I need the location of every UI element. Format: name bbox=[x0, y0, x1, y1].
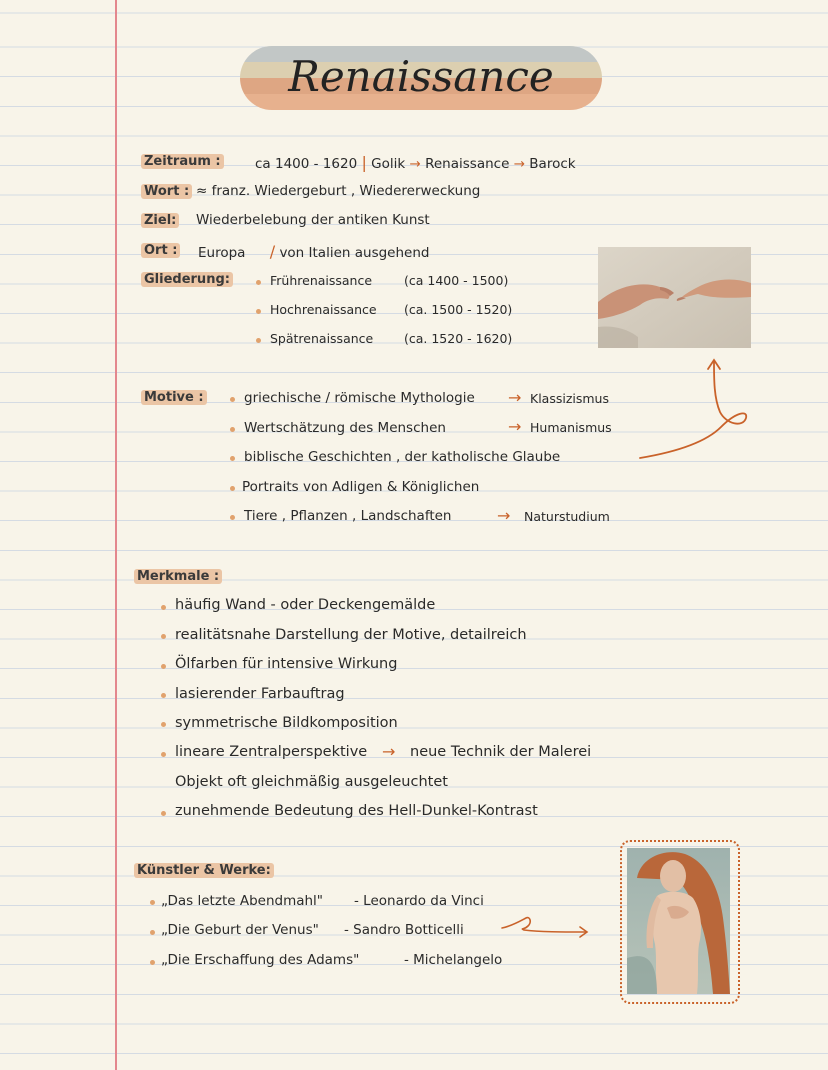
ort-separator: / bbox=[269, 242, 276, 261]
motive-item-result: Humanismus bbox=[530, 420, 612, 435]
hands-illustration bbox=[598, 247, 751, 348]
ort-row bbox=[198, 242, 429, 261]
loop-arrow-icon bbox=[500, 912, 592, 942]
bullet-icon bbox=[230, 456, 235, 461]
arrow-icon: → bbox=[382, 742, 396, 761]
bullet-icon bbox=[256, 338, 261, 343]
bullet-icon bbox=[150, 960, 155, 965]
page-title: Renaissance bbox=[288, 52, 554, 101]
merkmal-item: häufig Wand - oder Deckengemälde bbox=[175, 597, 436, 613]
motive-label: Motive : bbox=[141, 390, 207, 405]
ort-label: Ort : bbox=[141, 243, 180, 258]
bullet-icon bbox=[161, 664, 166, 669]
bullet-icon bbox=[150, 930, 155, 935]
epoch-2: Renaissance bbox=[425, 156, 510, 172]
motive-item-result: Klassizismus bbox=[530, 391, 609, 406]
arrow-icon: → bbox=[508, 417, 522, 436]
work-title: „Die Erschaffung des Adams" bbox=[161, 952, 360, 968]
merkmal-item: zunehmende Bedeutung des Hell-Dunkel-Kontrast bbox=[175, 803, 538, 819]
work-title: „Die Geburt der Venus" bbox=[161, 922, 319, 938]
zeitraum-label: Zeitraum : bbox=[141, 154, 224, 169]
work-artist: - Sandro Botticelli bbox=[344, 922, 464, 938]
arrow-icon: → bbox=[513, 156, 525, 172]
epoch-1: Golik bbox=[371, 156, 406, 172]
work-artist: - Michelangelo bbox=[404, 952, 503, 968]
work-title: „Das letzte Abendmahl" bbox=[161, 893, 324, 909]
curly-arrow-icon bbox=[636, 352, 756, 464]
bullet-icon bbox=[161, 634, 166, 639]
merkmal-item: lasierender Farbauftrag bbox=[175, 686, 345, 702]
bullet-icon bbox=[161, 752, 166, 757]
gliederung-item-name: Hochrenaissance bbox=[270, 302, 377, 317]
motive-item-text: Wertschätzung des Menschen bbox=[244, 420, 446, 436]
gliederung-label: Gliederung: bbox=[141, 272, 233, 287]
margin-line bbox=[115, 0, 117, 1070]
bullet-icon bbox=[230, 515, 235, 520]
bullet-icon bbox=[161, 722, 166, 727]
merkmal-item-text: lineare Zentralperspektive bbox=[175, 744, 368, 760]
wort-value: ≈ franz. Wiedergeburt , Wiedererweckung bbox=[196, 183, 481, 199]
epoch-3: Barock bbox=[529, 156, 576, 172]
wort-label: Wort : bbox=[141, 184, 192, 199]
arrow-icon: → bbox=[508, 388, 522, 407]
bullet-icon bbox=[161, 605, 166, 610]
work-artist: - Leonardo da Vinci bbox=[354, 893, 484, 909]
arrow-icon: → bbox=[409, 156, 421, 172]
merkmal-item: Ölfarben für intensive Wirkung bbox=[175, 656, 398, 672]
gliederung-item-range: (ca. 1500 - 1520) bbox=[404, 302, 513, 317]
ziel-value: Wiederbelebung der antiken Kunst bbox=[196, 212, 430, 228]
gliederung-item-name: Spätrenaissance bbox=[270, 331, 374, 346]
kuenstler-label: Künstler & Werke: bbox=[134, 863, 274, 878]
zeitraum-row bbox=[255, 153, 576, 172]
bullet-icon bbox=[161, 693, 166, 698]
bullet-icon bbox=[150, 900, 155, 905]
motive-item-text: biblische Geschichten , der katholische Glaube bbox=[244, 449, 561, 465]
motive-item-text: griechische / römische Mythologie bbox=[244, 390, 475, 406]
bullet-icon bbox=[230, 486, 235, 491]
creation-of-adam-image bbox=[598, 247, 751, 348]
bullet-icon bbox=[256, 309, 261, 314]
bullet-icon bbox=[256, 280, 261, 285]
gliederung-item-name: Frührenaissance bbox=[270, 273, 373, 288]
motive-item-text: Tiere , Pflanzen , Landschaften bbox=[244, 508, 452, 524]
bullet-icon bbox=[230, 427, 235, 432]
gliederung-item-range: (ca 1400 - 1500) bbox=[404, 273, 509, 288]
merkmal-item-result: neue Technik der Malerei bbox=[410, 744, 592, 760]
zeitraum-value: ca 1400 - 1620 bbox=[255, 156, 358, 172]
merkmal-item-continuation: Objekt oft gleichmäßig ausgeleuchtet bbox=[175, 774, 448, 790]
bullet-icon bbox=[230, 397, 235, 402]
birth-of-venus-image bbox=[627, 848, 730, 994]
zeitraum-separator: | bbox=[361, 153, 367, 172]
ort-value-2: von Italien ausgehend bbox=[279, 245, 430, 261]
ziel-label: Ziel: bbox=[141, 213, 179, 228]
bullet-icon bbox=[161, 811, 166, 816]
gliederung-item-range: (ca. 1520 - 1620) bbox=[404, 331, 513, 346]
title-banner bbox=[240, 46, 602, 110]
motive-item-text: Portraits von Adligen & Königlichen bbox=[242, 479, 480, 495]
merkmal-item: symmetrische Bildkomposition bbox=[175, 715, 398, 731]
ort-value-1: Europa bbox=[198, 245, 246, 261]
arrow-icon: → bbox=[497, 506, 511, 525]
motive-item-result: Naturstudium bbox=[524, 509, 610, 524]
merkmal-item: realitätsnahe Darstellung der Motive, detailreich bbox=[175, 627, 527, 643]
merkmale-label: Merkmale : bbox=[134, 569, 222, 584]
venus-illustration bbox=[627, 848, 730, 994]
